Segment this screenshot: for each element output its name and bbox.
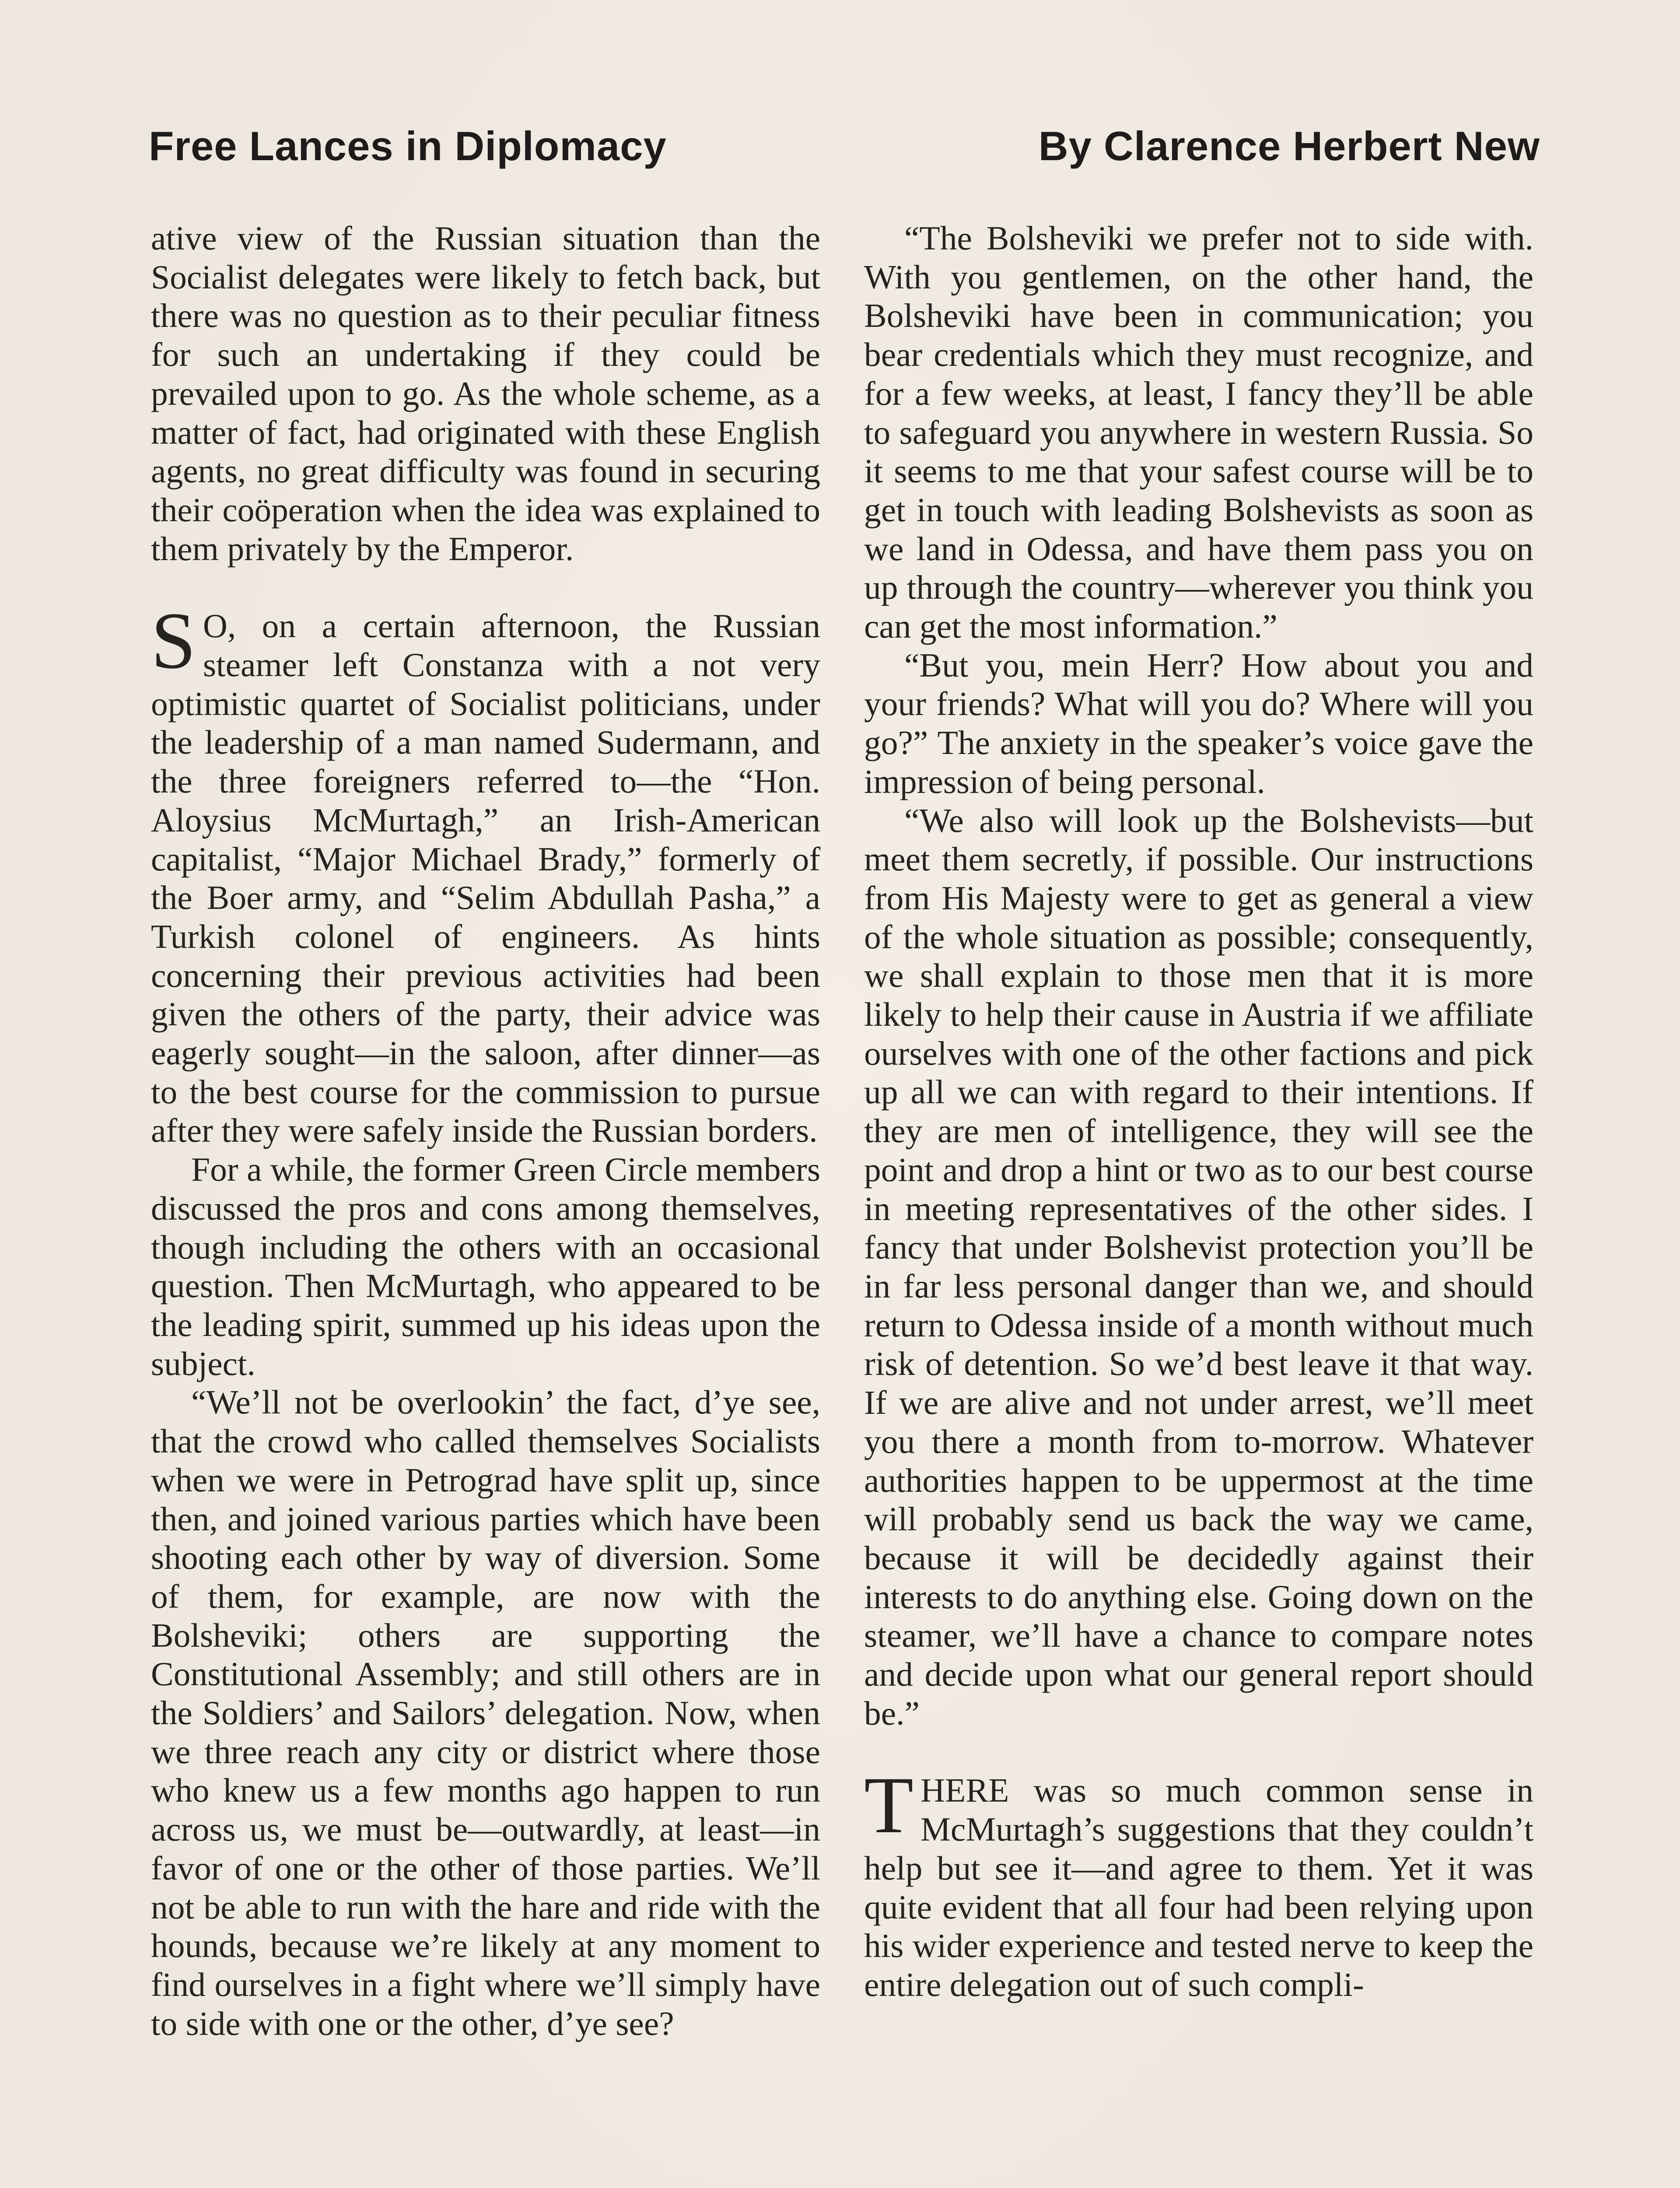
paragraph: “We’ll not be overlookin’ the fact, d’ye see, that the crowd who called themselves Socialists when we were in Petrograd have split up, since then, and joined various parties which have been shooting each other by way of diversion. Some of them, for example, are now with the Bolsheviki; others are supporting the Constitutional Assembly; and still others are in the Soldiers’ and Sailors’ delegation. Now, when we three reach any city or district where those who knew us a few months ago happen to run across us, we must be—outwardly, at least—in favor of one or the other of those parties. We’ll not be able to run with the hare and ride with the hounds, because we’re likely at any moment to find ourselves in a fight where we’ll simply have to side with one or the other, d’ye see?: [151, 1383, 820, 2042]
story-title: Free Lances in Diplomacy: [149, 123, 667, 169]
paragraph: For a while, the former Green Circle members discussed the pros and cons among themselves, though including the others with an occasional question. Then McMurtagh, who appeared to be the leading spirit, summed up his ideas upon the subject.: [151, 1150, 820, 1382]
paragraph-text: HERE was so much common sense in McMurtagh’s suggestions that they couldn’t help but see it—and agree to them. Yet it was quite evident that all four had been relying upon his wider experience and tested nerve to keep the entire delegation out of such compli-: [864, 1771, 1533, 2003]
right-column: [864, 219, 1533, 2004]
left-column: [151, 219, 820, 2043]
running-header: [149, 123, 1540, 193]
drop-cap: S: [151, 596, 196, 686]
paragraph: “The Bolsheviki we prefer not to side with. With you gentlemen, on the other hand, the Bolsheviki have been in communication; you bear credentials which they must recognize, and for a few weeks, at least, I fancy they’ll be able to safeguard you anywhere in western Russia. So it seems to me that your safest course will be to get in touch with leading Bolshevists as soon as we land in Odessa, and have them pass you on up through the country—wherever you think you can get the most information.”: [864, 219, 1533, 645]
paragraph-with-dropcap: [864, 1760, 1533, 2004]
paragraph: “We also will look up the Bolshevists—but meet them secretly, if possible. Our instructions from His Majesty were to get as general a view of the whole situation as possible; consequently, we shall explain to those men that it is more likely to help their cause in Austria if we affiliate ourselves with one of the other factions and pick up all we can with regard to their intentions. If they are men of intelligence, they will see the point and drop a hint or two as to our best course in meeting representatives of the other sides. I fancy that under Bolshevist protection you’ll be in far less personal danger than we, and should return to Odessa inside of a month without much risk of detention. So we’d best leave it that way. If we are alive and not under arrest, we’ll meet you there a month from to-morrow. Whatever authorities happen to be uppermost at the time will probably send us back the way we came, because it will be decidedly against their interests to do anything else. Going down on the steamer, we’ll have a chance to compare notes and decide upon what our general report should be.”: [864, 801, 1533, 1732]
author-byline: By Clarence Herbert New: [1038, 123, 1540, 169]
paragraph-text: O, on a certain afternoon, the Russian steamer left Constanza with a not very optimistic quartet of Socialist politicians, under the leadership of a man named Sudermann, and the three foreigners referred to—the “Hon. Aloysius McMurtagh,” an Irish-American capitalist, “Major Michael Brady,” formerly of the Boer army, and “Selim Abdullah Pasha,” a Turkish colonel of engineers. As hints concerning their previous activities had been given the others of the party, their advice was eagerly sought—in the saloon, after dinner—as to the best course for the commission to pursue after they were safely inside the Russian borders.: [151, 607, 820, 1150]
drop-cap: T: [864, 1760, 914, 1851]
paragraph: ative view of the Russian situation than the Socialist delegates were likely to fetch back, but there was no question as to their peculiar fitness for such an undertaking if they could be prevailed upon to go. As the whole scheme, as a matter of fact, had originated with these English agents, no great difficulty was found in securing their coöperation when the idea was explained to them privately by the Emperor.: [151, 219, 820, 568]
paragraph: “But you, mein Herr? How about you and your friends? What will you do? Where will you go?” The anxiety in the speaker’s voice gave the impression of being personal.: [864, 646, 1533, 800]
paragraph-with-dropcap: [151, 596, 820, 1150]
